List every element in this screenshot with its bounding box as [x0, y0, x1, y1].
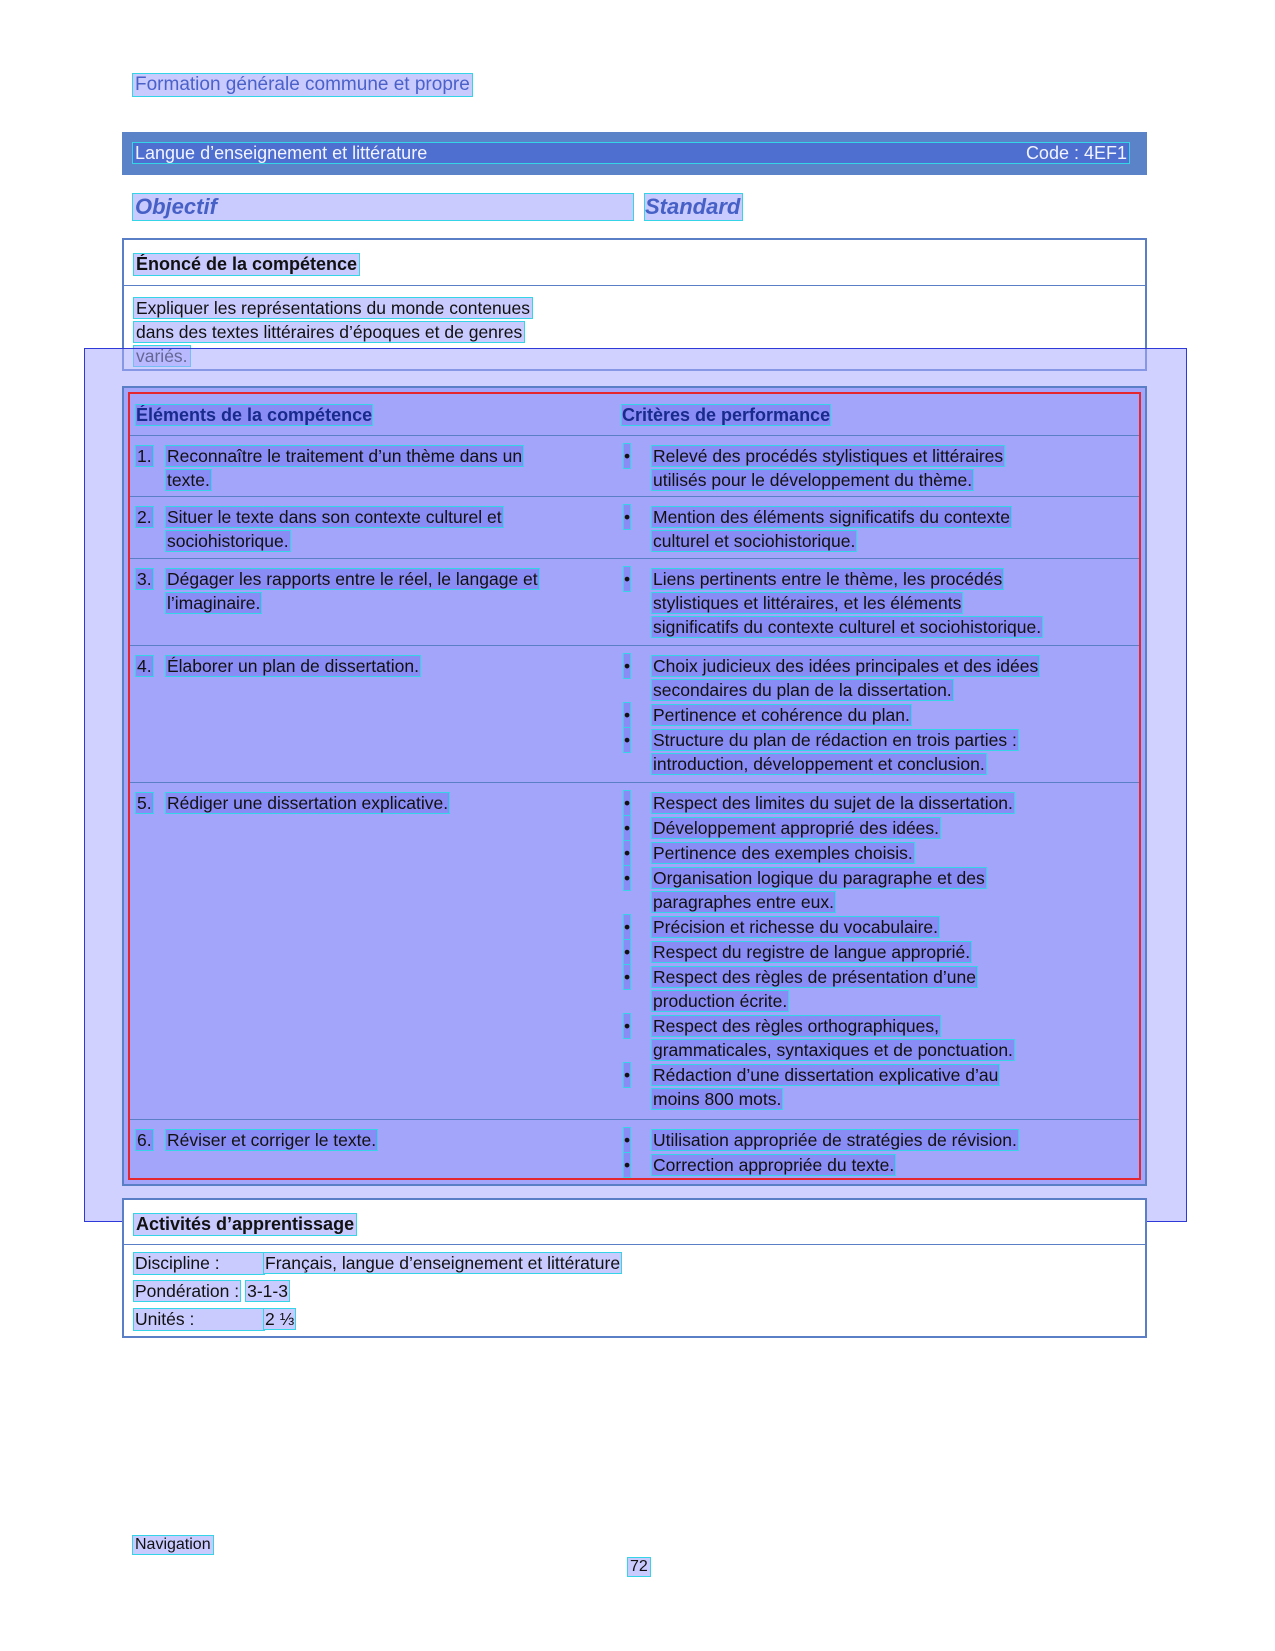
table-row — [130, 646, 1139, 783]
criterion-item — [622, 1014, 1092, 1062]
element-text: texte. — [167, 470, 210, 490]
unites-row — [134, 1309, 295, 1330]
page-number: 72 — [630, 1558, 648, 1575]
activites-heading: Activités d’apprentissage — [136, 1214, 355, 1234]
criterion-text: Utilisation appropriée de stratégies de révision. — [653, 1130, 1017, 1150]
criterion-item — [622, 841, 1092, 865]
criterion-text: Respect des limites du sujet de la dissertation. — [653, 793, 1013, 813]
criterion-item — [622, 1063, 1092, 1111]
element-text: Réviser et corriger le texte. — [167, 1130, 377, 1150]
criterion-item — [622, 1128, 1092, 1152]
discipline-row — [134, 1253, 621, 1274]
table-row — [130, 783, 1139, 1120]
table-row — [130, 436, 1139, 497]
discipline-label: Discipline : — [134, 1253, 264, 1274]
element-text: sociohistorique. — [167, 531, 289, 551]
bullet-icon: • — [624, 917, 631, 937]
elements-table — [122, 386, 1147, 1186]
unites-value: 2 ⅓ — [265, 1309, 295, 1329]
ponderation-row — [134, 1281, 289, 1302]
bullet-icon: • — [624, 705, 631, 725]
criterion-text: significatifs du contexte culturel et sociohistorique. — [653, 617, 1042, 637]
criterion-text: Respect des règles de présentation d’une — [653, 967, 976, 987]
bullet-icon: • — [624, 446, 631, 466]
bullet-icon: • — [624, 507, 631, 527]
elements-table-selection — [128, 392, 1141, 1180]
bullet-icon: • — [624, 730, 631, 750]
criterion-item — [622, 444, 1092, 492]
element-number: 5. — [137, 793, 152, 813]
element-text: Dégager les rapports entre le réel, le langage et — [167, 569, 538, 589]
element-number: 2. — [137, 507, 152, 527]
element-number: 4. — [137, 656, 152, 676]
criterion-text: Choix judicieux des idées principales et des idées — [653, 656, 1039, 676]
bullet-icon: • — [624, 942, 631, 962]
criterion-text: stylistiques et littéraires, et les éléments — [653, 593, 962, 613]
criterion-text: Précision et richesse du vocabulaire. — [653, 917, 939, 937]
bullet-icon: • — [624, 843, 631, 863]
bullet-icon: • — [624, 1155, 631, 1175]
bullet-icon: • — [624, 967, 631, 987]
ponderation-label: Pondération : — [135, 1281, 240, 1301]
criterion-item — [622, 915, 1092, 939]
element-text: Situer le texte dans son contexte culturel et — [167, 507, 502, 527]
criterion-item — [622, 703, 1092, 727]
standard-label: Standard — [645, 194, 741, 219]
criterion-item — [622, 1153, 1092, 1177]
ponderation-value: 3-1-3 — [247, 1281, 288, 1301]
table-row — [130, 497, 1139, 559]
element-text: Élaborer un plan de dissertation. — [167, 656, 419, 676]
course-banner — [122, 132, 1147, 175]
criterion-item — [622, 728, 1092, 776]
criterion-text: Respect des règles orthographiques, — [653, 1016, 940, 1036]
bullet-icon: • — [624, 1130, 631, 1150]
activites-section — [122, 1198, 1147, 1338]
course-title: Langue d’enseignement et littérature — [135, 143, 428, 163]
element-number: 3. — [137, 569, 152, 589]
bullet-icon: • — [624, 1016, 631, 1036]
criterion-text: Pertinence des exemples choisis. — [653, 843, 913, 863]
bullet-icon: • — [624, 868, 631, 888]
criterion-text: Organisation logique du paragraphe et des — [653, 868, 985, 888]
unites-label: Unités : — [134, 1309, 264, 1330]
criterion-text: Développement approprié des idées. — [653, 818, 940, 838]
bullet-icon: • — [624, 818, 631, 838]
objectif-label: Objectif — [133, 194, 633, 220]
element-text: Rédiger une dissertation explicative. — [167, 793, 449, 813]
section-title: Formation générale commune et propre — [135, 74, 470, 95]
criterion-text: Correction appropriée du texte. — [653, 1155, 895, 1175]
criterion-text: paragraphes entre eux. — [653, 892, 834, 912]
enonce-line: Expliquer les représentations du monde contenues — [136, 298, 530, 318]
criterion-text: Pertinence et cohérence du plan. — [653, 705, 910, 725]
element-text: l’imaginaire. — [167, 593, 261, 613]
criterion-item — [622, 791, 1092, 815]
criterion-item — [622, 866, 1092, 914]
enonce-line: dans des textes littéraires d’époques et de genres — [136, 322, 523, 342]
criterion-text: Rédaction d’une dissertation explicative d’au — [653, 1065, 999, 1085]
criterion-text: utilisés pour le développement du thème. — [653, 470, 973, 490]
criterion-text: moins 800 mots. — [653, 1089, 782, 1109]
bullet-icon: • — [624, 656, 631, 676]
element-text: Reconnaître le traitement d’un thème dans un — [167, 446, 523, 466]
criterion-item — [622, 816, 1092, 840]
criterion-item — [622, 965, 1092, 1013]
table-row — [130, 1120, 1139, 1182]
criterion-item — [622, 505, 1092, 553]
criterion-text: grammaticales, syntaxiques et de ponctuation. — [653, 1040, 1013, 1060]
criteria-heading: Critères de performance — [622, 405, 831, 425]
criterion-text: Structure du plan de rédaction en trois parties : — [653, 730, 1017, 750]
discipline-value: Français, langue d’enseignement et littérature — [265, 1253, 621, 1273]
criterion-item — [622, 567, 1092, 639]
criterion-text: culturel et sociohistorique. — [653, 531, 856, 551]
navigation-link[interactable]: Navigation — [135, 1536, 211, 1553]
bullet-icon: • — [624, 569, 631, 589]
table-header-row — [130, 394, 1139, 436]
criterion-item — [622, 654, 1092, 702]
element-number: 6. — [137, 1130, 152, 1150]
criterion-text: production écrite. — [653, 991, 788, 1011]
criterion-text: Liens pertinents entre le thème, les procédés — [653, 569, 1003, 589]
criterion-text: Relevé des procédés stylistiques et littéraires — [653, 446, 1004, 466]
criterion-text: introduction, développement et conclusion. — [653, 754, 985, 774]
course-code: Code : 4EF1 — [1025, 143, 1127, 163]
bullet-icon: • — [624, 793, 631, 813]
table-row — [130, 559, 1139, 646]
criterion-text: secondaires du plan de la dissertation. — [653, 680, 952, 700]
bullet-icon: • — [624, 1065, 631, 1085]
element-number: 1. — [137, 446, 152, 466]
elements-heading: Éléments de la compétence — [136, 405, 373, 425]
criterion-item — [622, 940, 1092, 964]
enonce-heading: Énoncé de la compétence — [136, 254, 358, 274]
criterion-text: Respect du registre de langue approprié. — [653, 942, 971, 962]
criterion-text: Mention des éléments significatifs du contexte — [653, 507, 1010, 527]
